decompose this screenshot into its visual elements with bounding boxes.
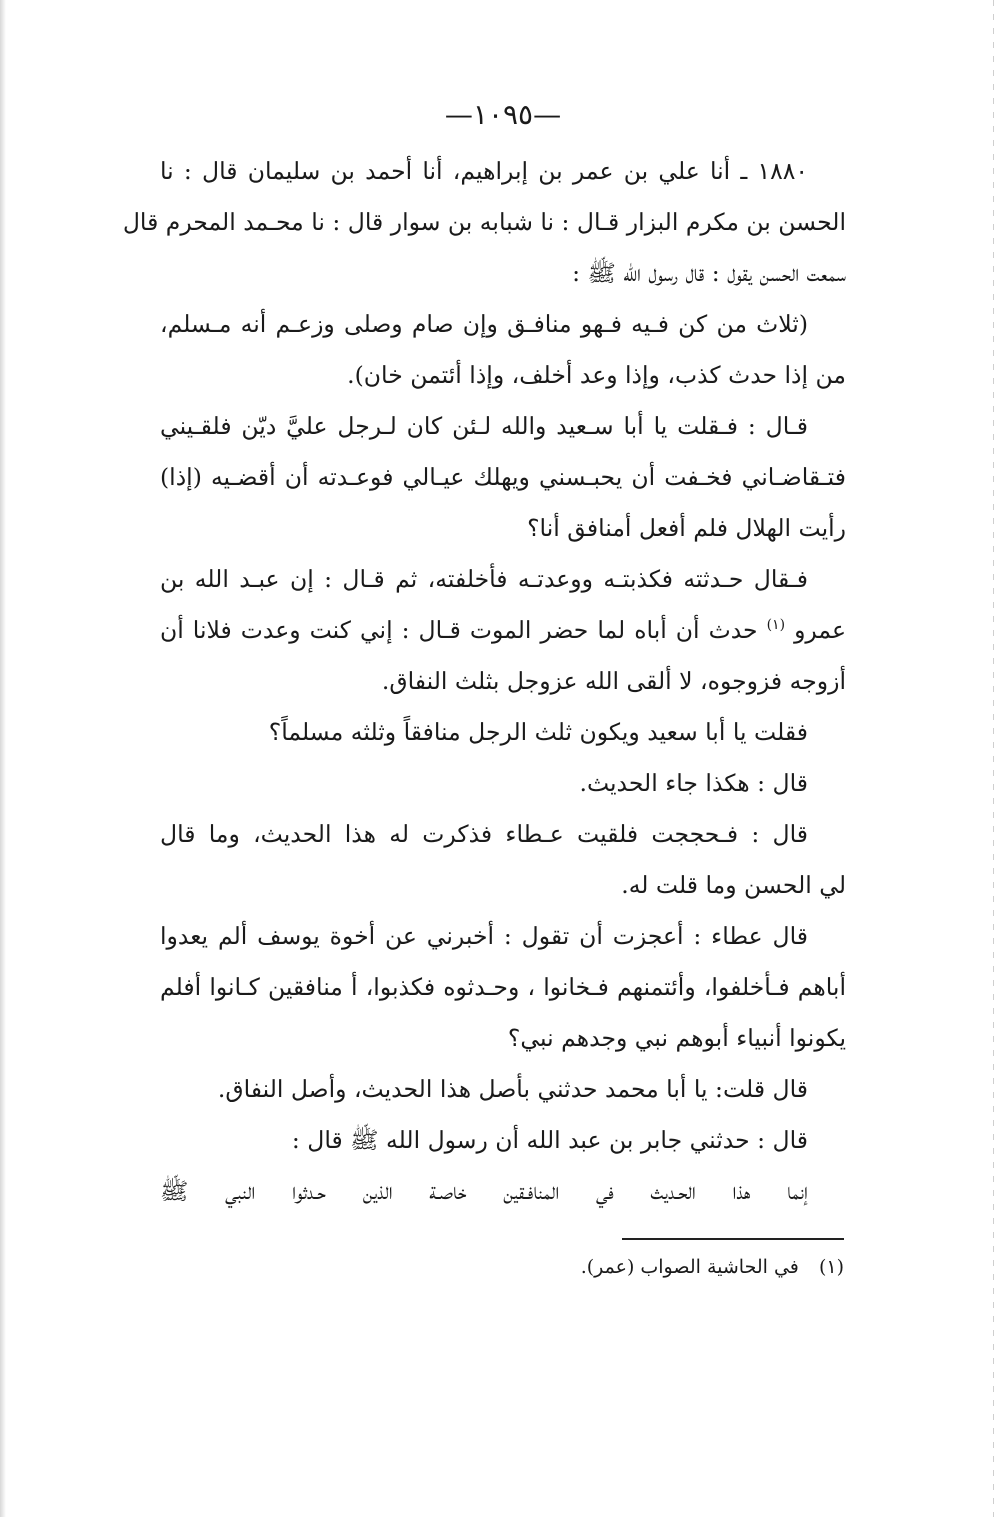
page-number: —١٠٩٥— bbox=[444, 98, 562, 131]
text-line: فقلت يا أبا سعيد ويكون ثلث الرجل منافقاً وثلثه مسلماً؟ bbox=[268, 718, 808, 746]
text-line: فتـقاضـاني فخـفت أن يحبـسني ويهلك عيـالي فوعـدته أن أقضـيه (إذا) bbox=[160, 463, 846, 491]
body-text bbox=[122, 146, 846, 1217]
footnote-text: في الحاشية الصواب (عمر). bbox=[580, 1256, 799, 1278]
text-line: إنما هذا الحـديث في المنافـقين خاصـة الذين حـدثوا النبي ﷺ bbox=[160, 1177, 808, 1205]
text-line: ١٨٨٠ ـ أنا علي بن عمر بن إبراهيم، أنا أحمد بن سليمان قال : نا bbox=[160, 157, 808, 185]
text-line: فـقال حـدثته فكذبتـه ووعدتـه فأخلفته، ثم قـال : إن عبـد الله بن bbox=[160, 565, 808, 593]
footnote-reference: (١) bbox=[766, 617, 786, 634]
text-line: رأيت الهلال فلم أفعل أمنافق أنا؟ bbox=[527, 514, 846, 542]
text-line: (ثلاث من كن فـيه فـهو منافـق وإن صام وصلى وزعـم أنه مـسلم، bbox=[160, 310, 808, 338]
text-line-start: عمرو bbox=[794, 616, 846, 644]
text-line: من إذا حدث كذب، وإذا وعد أخلف، وإذا أئتمن خان). bbox=[347, 361, 846, 389]
text-line: الحسن بن مكرم البزار قـال : نا شبابه بن سوار قال : نا محـمد المحرم قال bbox=[122, 208, 846, 236]
text-line: قال قلت: يا أبا محمد حدثني بأصل هذا الحديث، وأصل النفاق. bbox=[217, 1075, 808, 1103]
text-line: قال عطاء : أعجزت أن تقول : أخبرني عن أخوة يوسف ألم يعدوا bbox=[160, 922, 808, 950]
footnote bbox=[400, 1250, 844, 1284]
text-line: أباهم فـأخلفوا، وأئتمنهم فـخانوا ، وحـدثوه فكذبوا، أ منافقين كـانوا أفلم bbox=[160, 973, 846, 1001]
text-line: أزوجه فزوجوه، لا ألقى الله عزوجل بثلث النفاق. bbox=[381, 667, 846, 695]
footnote-number: (١) bbox=[818, 1256, 844, 1278]
text-line: قال : حدثني جابر بن عبد الله أن رسول الله ﷺ قال : bbox=[291, 1126, 808, 1154]
text-line bbox=[160, 605, 846, 656]
text-line-rest: حدث أن أباه لما حضر الموت قـال : إني كنت وعدت فلانا أن bbox=[160, 616, 758, 644]
text-line: قال : هكذا جاء الحديث. bbox=[579, 769, 808, 797]
text-line: قـال : فـقلت يا أبا سـعيد والله لـئن كان لـرجل عليَّ ديّن فلقـيني bbox=[160, 412, 808, 440]
page-shadow-edge bbox=[0, 0, 6, 1517]
text-line: قال : فـحججت فلقيت عـطاء فذكرت له هذا الحديث، وما قال bbox=[160, 820, 808, 848]
text-line: يكونوا أنبياء أبوهم نبي وجدهم نبي؟ bbox=[507, 1024, 846, 1052]
text-line: لي الحسن وما قلت له. bbox=[621, 871, 846, 899]
text-line: سمعت الحسن يقول : قال رسول الله ﷺ : bbox=[572, 259, 846, 287]
page-dotted-edge bbox=[993, 0, 994, 1517]
footnote-divider bbox=[622, 1238, 844, 1240]
